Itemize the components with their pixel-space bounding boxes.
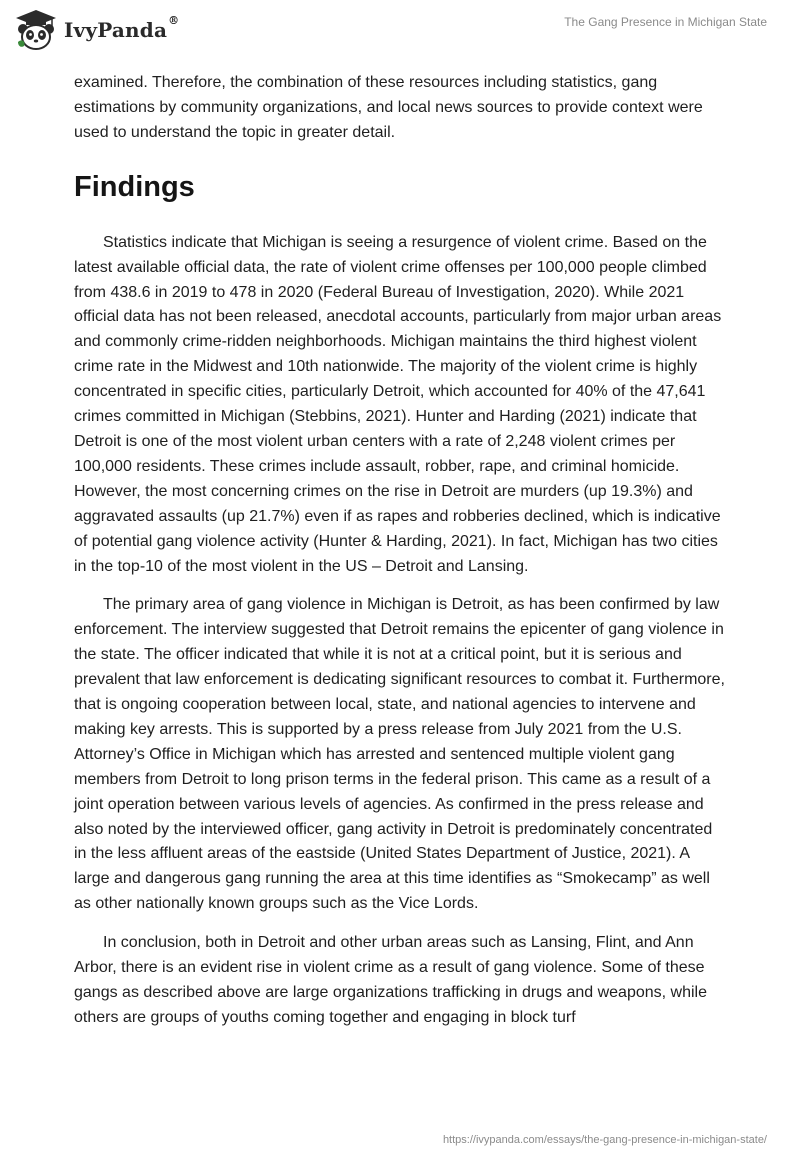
essay-content (74, 71, 728, 1031)
logo-name: IvyPanda (64, 18, 168, 42)
body-paragraph: In conclusion, both in Detroit and other urban areas such as Lansing, Flint, and Ann Arbor, there is an evident rise in violent crime as a result of gang violence. Some of these gangs as described above are large organizations trafficking in drugs and weapons, while others are groups of youths coming together and engaging in block turf (74, 934, 707, 1026)
section-heading-findings: Findings (74, 170, 195, 203)
registered-mark: ® (168, 14, 180, 27)
intro-paragraph: examined. Therefore, the combination of these resources including statistics, gang estimations by community organizations, and local news sources to provide context were used to understand the topic in greater detail. (74, 74, 703, 141)
source-url[interactable]: https://ivypanda.com/essays/the-gang-presence-in-michigan-state/ (442, 1134, 767, 1146)
body-paragraph: The primary area of gang violence in Michigan is Detroit, as has been confirmed by law enforcement. The interview suggested that Detroit remains the epicenter of gang violence in the state. The officer indicated that while it is not at a critical point, but it is serious and prevalent that law enforcement is dedicating significant resources to combat it. Furthermore, that is ongoing cooperation between local, state, and national agencies to intervene and making key arrests. This is supported by a press release from July 2021 from the U.S. Attorney’s Office in Michigan which has arrested and sentenced multiple violent gang members from Detroit to long prison terms in the federal prison. This came as a result of a joint operation between various levels of agencies. As confirmed in the press release and also noted by the interviewed officer, gang activity in Detroit is predominately concentrated in the less affluent areas of the eastside (United States Department of Justice, 2021). A large and dangerous gang running the area at this time identifies as “Smokecamp” as well as other nationally known groups such as the Vice Lords. (74, 596, 725, 913)
page-header (0, 0, 800, 60)
document-title: The Gang Presence in Michigan State (564, 15, 767, 29)
logo-wordmark (64, 14, 180, 42)
body-paragraph: Statistics indicate that Michigan is seeing a resurgence of violent crime. Based on the latest available official data, the rate of violent crime offenses per 100,000 people climbed from 438.6 in 2019 to 478 in 2020 (Federal Bureau of Investigation, 2020). While 2021 official data has not been released, anecdotal accounts, particularly from major urban areas and commonly crime-ridden neighborhoods. Michigan maintains the third highest violent crime rate in the Midwest and 10th nationwide. The majority of the violent crime is highly concentrated in specific cities, particularly Detroit, which accounted for 40% of the 47,641 crimes committed in Michigan (Stebbins, 2021). Hunter and Harding (2021) indicate that Detroit is one of the most violent urban centers with a rate of 2,248 violent crimes per 100,000 residents. These crimes include assault, robber, rape, and criminal homicide. However, the most concerning crimes on the rise in Detroit are murders (up 19.3%) and aggravated assaults (up 21.7%) even if as rapes and robberies declined, which is indicative of potential gang violence activity (Hunter & Harding, 2021). In fact, Michigan has two cities in the top-10 of the most violent in the US – Detroit and Lansing. (74, 233, 722, 575)
ivypanda-logo[interactable] (14, 8, 179, 52)
panda-graduate-icon (14, 8, 58, 52)
